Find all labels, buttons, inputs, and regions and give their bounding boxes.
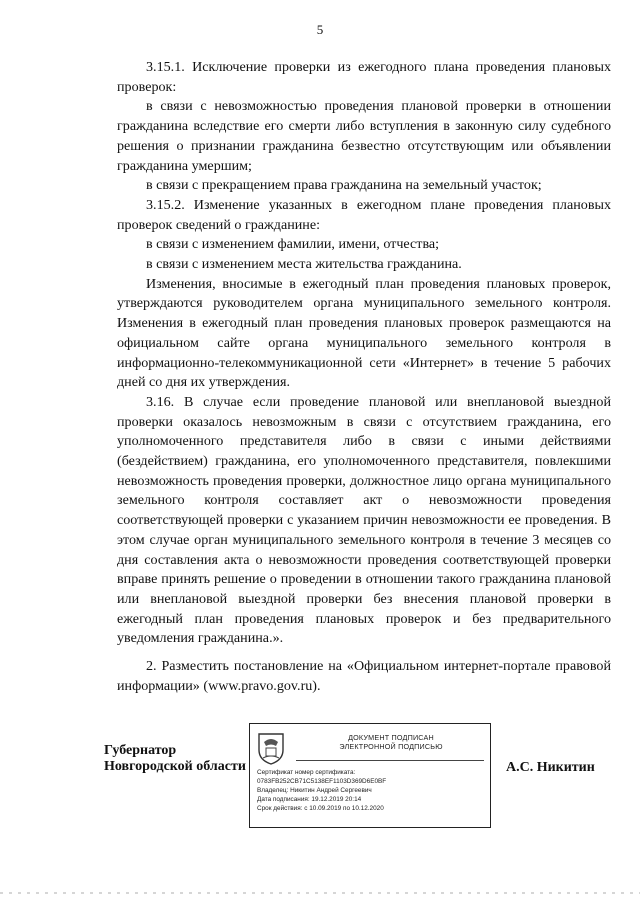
list-item: в связи с невозможностью проведения плановой проверки в отношении гражданина вследствие его смерти либо вступления в законную силу судебного решения о признании гражданина безвестно отсутствующим или объявлении гражданина умершим; xyxy=(117,98,611,174)
coat-of-arms-icon xyxy=(256,732,286,766)
cert-label: Сертификат номер сертификата: xyxy=(257,769,356,776)
signatory-title-line2: Новгородской области xyxy=(104,759,246,774)
list-item: в связи с изменением места жительства гражданина. xyxy=(146,256,462,273)
footer-scan-noise xyxy=(0,892,640,894)
publication-clause: 2. Разместить постановление на «Официальном интернет-портале правовой информации» (www.pravo.gov.ru). xyxy=(117,658,611,694)
cert-validity: Срок действия: с 10.09.2019 по 10.12.2020 xyxy=(257,805,384,812)
stamp-header-line1: ДОКУМЕНТ ПОДПИСАН xyxy=(348,733,434,742)
stamp-divider xyxy=(296,760,484,761)
signing-date: Дата подписания: 19.12.2019 20:14 xyxy=(257,796,362,803)
clause-3-15-2: 3.15.2. Изменение указанных в ежегодном плане проведения плановых проверок сведений о гражданине: xyxy=(117,196,611,233)
clause-3-15-1: 3.15.1. Исключение проверки из ежегодного плана проведения плановых проверок: xyxy=(117,59,611,95)
cert-owner: Владелец: Никитин Андрей Сергеевич xyxy=(257,787,372,794)
list-item: в связи с прекращением права гражданина на земельный участок; xyxy=(146,177,542,194)
clause-3-16: 3.16. В случае если проведение плановой или внеплановой выездной проверки оказалось невозможным в связи с отсутствием гражданина, его уполномоченного представителя либо в связи с иными действиями (бездействием) гражданина, его уполномоченного представителя, повлекшими невозможность проведения проверки, должностное лицо органа муниципального земельного контроля составляет акт о невозможности проведения соответствующей проверки с указанием причин невозможности ее проведения. В этом случае орган муниципального земельного контроля в течение 3 месяцев со дня составления акта о невозможности проведения соответствующей проверки вправе принять решение о проведении в отношении такого гражданина плановой или внеплановой выездной проверки без внесения плановой проверки в ежегодный план проведения плановых проверок и без предварительного уведомления гражданина.». xyxy=(117,393,611,647)
electronic-signature-stamp xyxy=(249,723,491,828)
changes-paragraph: Изменения, вносимые в ежегодный план проведения плановых проверок, утверждаются руководителем органа муниципального земельного контроля. Изменения в ежегодный план проведения плановых проверок размещаются на официальном сайте органа муниципального земельного контроля в информационно-телекоммуникационной сети «Интернет» в течение 5 рабочих дней со дня их утверждения. xyxy=(117,275,611,391)
page-number: 5 xyxy=(316,22,324,37)
stamp-header xyxy=(296,733,486,751)
cert-number: 0783FB252CB71C5138EF1103D369D6E0BF xyxy=(257,778,387,785)
document-body xyxy=(117,58,611,697)
signatory-name: А.С. Никитин xyxy=(506,760,595,775)
list-item: в связи с изменением фамилии, имени, отчества; xyxy=(146,236,440,253)
stamp-details xyxy=(257,768,487,813)
signatory-title xyxy=(104,743,246,775)
stamp-header-line2: ЭЛЕКТРОННОЙ ПОДПИСЬЮ xyxy=(339,742,443,751)
signatory-title-line1: Губернатор xyxy=(104,743,177,758)
